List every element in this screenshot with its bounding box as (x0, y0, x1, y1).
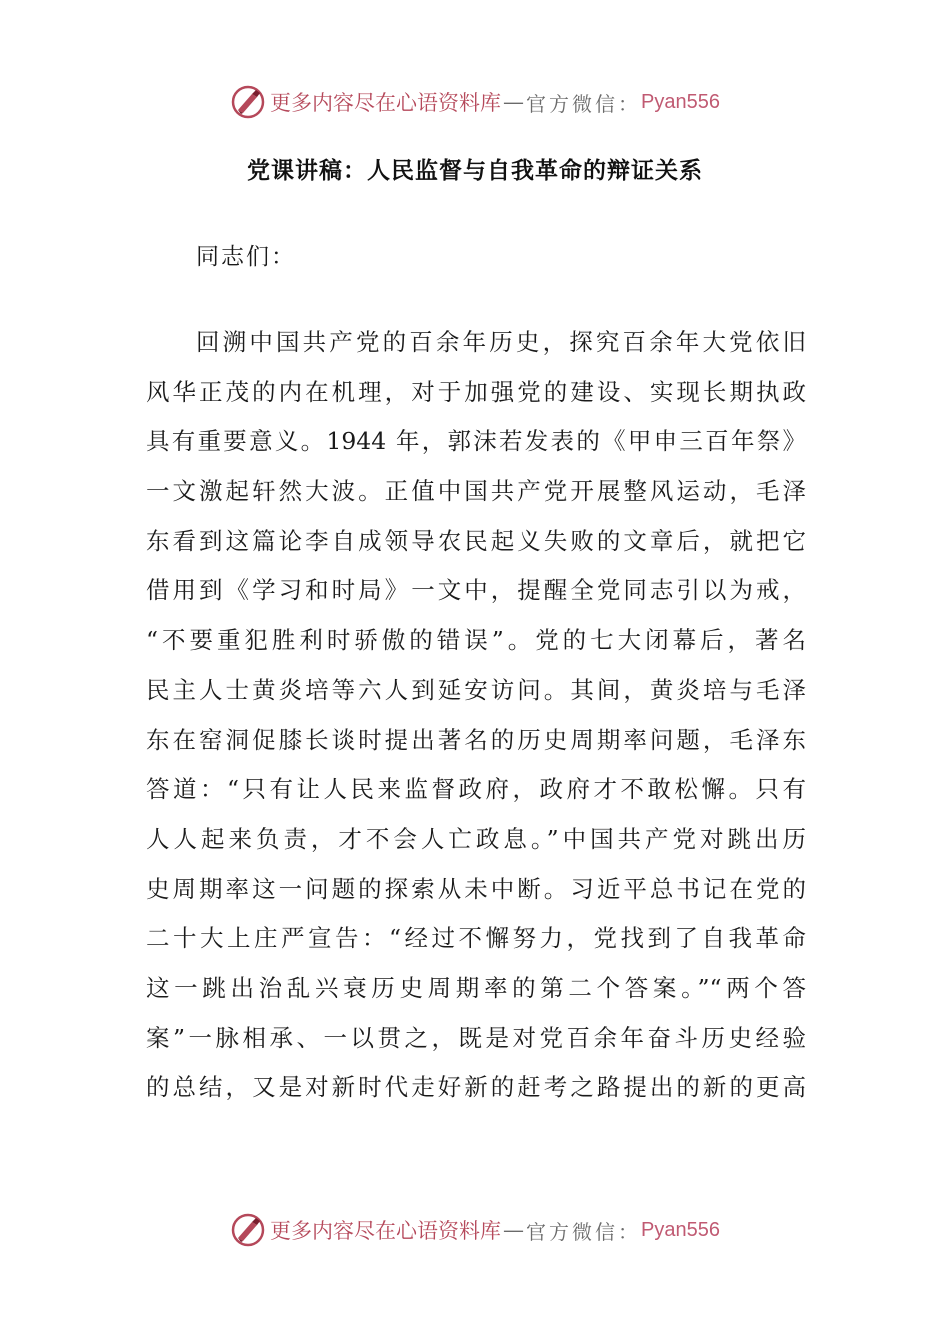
body-line: “不要重犯胜利时骄傲的错误”。党的七大闭幕后，著名 (146, 626, 806, 655)
salutation: 同志们： (196, 244, 296, 270)
header-official-label: 官方微信： (526, 91, 642, 116)
footer-separator: — (503, 1218, 525, 1242)
pen-nib-logo-icon (230, 1212, 266, 1248)
pen-nib-logo-icon (230, 84, 266, 120)
body-line: 二十大上庄严宣告：“经过不懈努力，党找到了自我革命 (146, 924, 806, 953)
body-line: 民主人士黄炎培等六人到延安访问。其间，黄炎培与毛泽 (146, 675, 806, 704)
body-line: 人人起来负责，才不会人亡政息。”中国共产党对跳出历 (146, 824, 806, 853)
footer-banner (0, 1210, 950, 1250)
footer-brand-text: 更多内容尽在心语资料库 (270, 1219, 502, 1243)
body-line: 风华正茂的内在机理，对于加强党的建设、实现长期执政 (146, 377, 806, 406)
body-line: 具有重要意义。1944 年，郭沫若发表的《甲申三百年祭》 (146, 427, 806, 456)
header-banner (0, 82, 950, 122)
footer-wechat-id: Pyan556 (641, 1218, 720, 1241)
body-line: 案”一脉相承、一以贯之，既是对党百余年奋斗历史经验 (146, 1023, 806, 1052)
body-line: 史周期率这一问题的探索从未中断。习近平总书记在党的 (146, 874, 806, 903)
body-line: 答道：“只有让人民来监督政府，政府才不敢松懈。只有 (146, 775, 806, 804)
body-line: 一文激起轩然大波。正值中国共产党开展整风运动，毛泽 (146, 477, 806, 506)
footer-official-label: 官方微信： (526, 1219, 642, 1244)
body-line: 的总结，又是对新时代走好新的赶考之路提出的新的更高 (146, 1073, 806, 1102)
body-line: 回溯中国共产党的百余年历史，探究百余年大党依旧 (196, 328, 806, 356)
body-line: 东在窑洞促膝长谈时提出著名的历史周期率问题，毛泽东 (146, 725, 806, 754)
body-paragraph (146, 322, 806, 1117)
body-line: 东看到这篇论李自成领导农民起义失败的文章后，就把它 (146, 526, 806, 555)
body-line: 这一跳出治乱兴衰历史周期率的第二个答案。”“两个答 (146, 973, 806, 1002)
body-line: 借用到《学习和时局》一文中，提醒全党同志引以为戒， (146, 576, 806, 605)
header-brand-text: 更多内容尽在心语资料库 (270, 91, 502, 115)
header-separator: — (503, 90, 525, 114)
document-title: 党课讲稿：人民监督与自我革命的辩证关系 (247, 158, 703, 184)
header-wechat-id: Pyan556 (641, 90, 720, 113)
